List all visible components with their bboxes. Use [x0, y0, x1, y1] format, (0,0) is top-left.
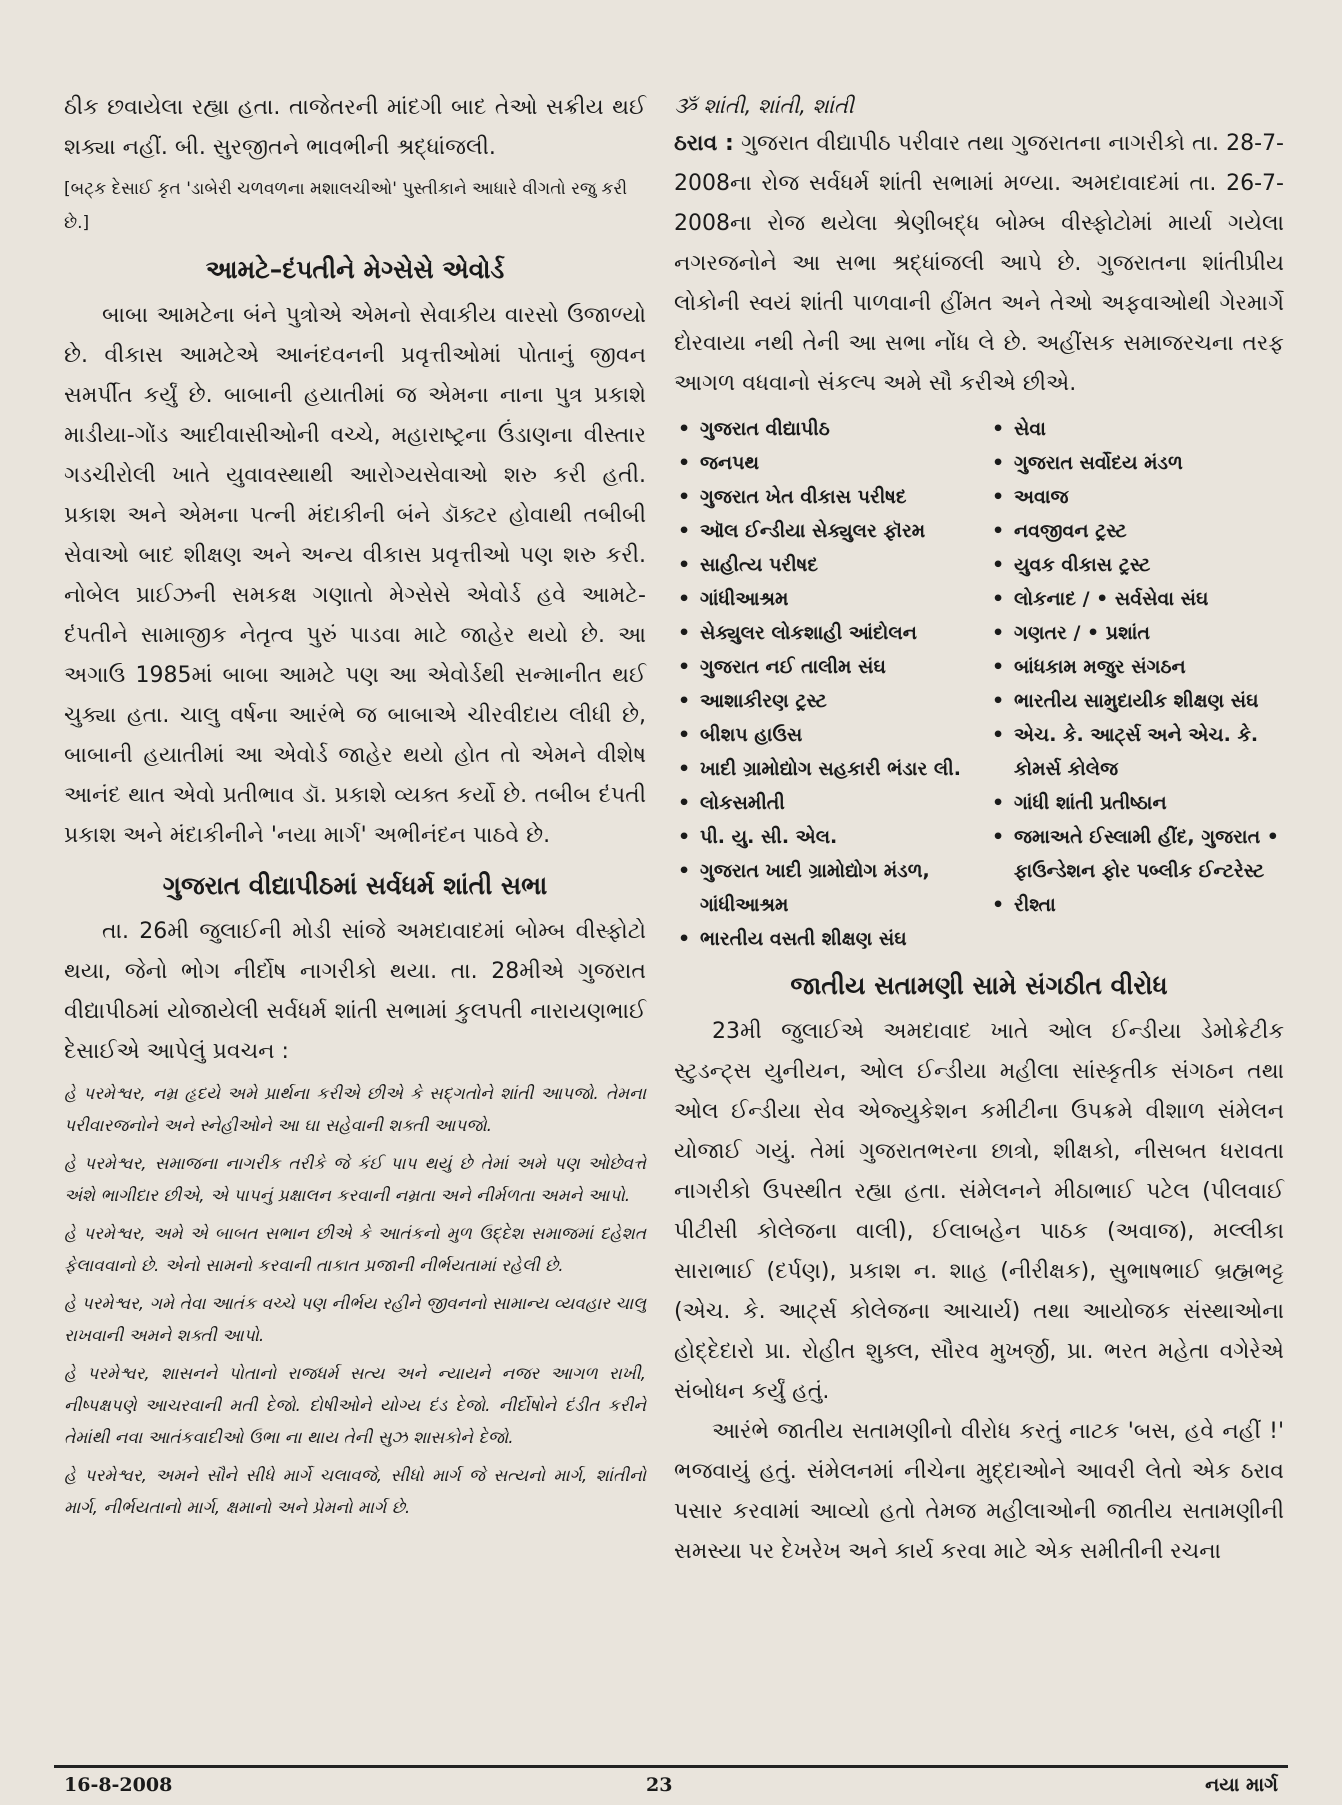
heading-harassment-protest: જાતીય સતામણી સામે સંગઠીત વીરોધ	[790, 971, 1168, 1000]
footer-date: 16-8-2008	[64, 1774, 173, 1796]
source-note: [બટ્ક દેસાઈ કૃત 'ડાબેરી ચળવળના મશાલચીઓ' પુસ્તીકાને આધારે વીગતો રજુ કરી છે.]	[64, 179, 628, 233]
org-item: • ગુજરાત નઈ તાલીમ સંઘ	[674, 650, 988, 684]
prayer-3: હે પરમેશ્વર, અમે એ બાબત સભાન છીએ કે આતંકનો મુળ ઉદ્દેશ સમાજમાં દહેશત ફેલાવવાનો છે. એનો સામનો કરવાની તાકાત પ્રજાની નીર્ભયતામાં રહેલી છે.	[64, 1224, 646, 1276]
resolution-paragraph	[674, 124, 1284, 404]
org-item: • ગાંધી શાંતી પ્રતીષ્ઠાન	[988, 786, 1284, 820]
org-item: • સેવા	[988, 412, 1284, 446]
amte-paragraph: બાબા આમટેના બંને પુત્રોએ એમનો સેવાકીય વારસો ઉજાળ્યો છે. વીકાસ આમટેએ આનંદવનની પ્રવૃત્તીઓમાં પોતાનું જીવન સમર્પીત કર્યું છે. બાબાની હયાતીમાં જ એમના નાના પુત્ર પ્રકાશે માડીયા-ગોંડ આદીવાસીઓની વચ્ચે, મહારાષ્ટ્રના ઉંડાણના વીસ્તાર ગડચીરોલી ખાતે યુવાવસ્થાથી આરોગ્યસેવાઓ શરુ કરી હતી. પ્રકાશ અને એમના પત્ની મંદાકીની બંને ડૉક્ટર હોવાથી તબીબી સેવાઓ બાદ શીક્ષણ અને અન્ય વીકાસ પ્રવૃત્તીઓ પણ શરુ કરી. નોબેલ પ્રાઈઝની સમકક્ષ ગણાતો મેગ્સેસે એવોર્ડ હવે આમટે-દંપતીને સામાજીક નેતૃત્વ પુરું પાડવા માટે જાહેર થયો છે. આ અગાઉ 1985માં બાબા આમટે પણ આ એવોર્ડથી સન્માનીત થઈ ચુક્યા હતા. ચાલુ વર્ષના આરંભે જ બાબાએ ચીરવીદાય લીધી છે, બાબાની હયાતીમાં આ એવોર્ડ જાહેર થયો હોત તો એમને વીશેષ આનંદ થાત એવો પ્રતીભાવ ડૉ. પ્રકાશે વ્યક્ત કર્યો છે. તબીબ દંપતી પ્રકાશ અને મંદાકીનીને 'નયા માર્ગ' અભીનંદન પાઠવે છે.	[64, 303, 646, 848]
org-item: • ભારતીય વસતી શીક્ષણ સંઘ	[674, 922, 988, 956]
org-item: • બીશપ હાઉસ	[674, 718, 988, 752]
play-paragraph: આરંભે જાતીય સતામણીનો વીરોધ કરતું નાટક 'બસ, હવે નહીં !' ભજવાયું હતું. સંમેલનમાં નીચેના મુદ્દાઓને આવરી લેતો એક ઠરાવ પસાર કરવામાં આવ્યો હતો તેમજ મહીલાઓની જાતીય સતામણીની સમસ્યા પર દેખરેખ અને કાર્ય કરવા માટે એક સમીતીની રચના	[674, 1419, 1284, 1564]
convention-paragraph: 23મી જુલાઈએ અમદાવાદ ખાતે ઓલ ઈન્ડીયા ડેમોક્રેટીક સ્ટુડન્ટ્સ યુનીયન, ઓલ ઈન્ડીયા મહીલા સાંસ્કૃતીક સંગઠન તથા ઓલ ઈન્ડીયા સેવ એજ્યુકેશન કમીટીના ઉપક્રમે વીશાળ સંમેલન યોજાઈ ગયું. તેમાં ગુજરાતભરના છાત્રો, શીક્ષકો, નીસબત ધરાવતા નાગરીકો ઉપસ્થીત રહ્યા હતા. સંમેલનને મીઠાભાઈ પટેલ (પીલવાઈ પીટીસી કોલેજના વાલી), ઈલાબહેન પાઠક (અવાજ), મલ્લીકા સારાભાઈ (દર્પણ), પ્રકાશ ન. શાહ (નીરીક્ષક), સુભાષભાઈ બ્રહ્મભટ્ટ (એચ. કે. આર્ટ્સ કોલેજના આચાર્ય) તથા આયોજક સંસ્થાઓના હોદ્દેદારો પ્રા. રોહીત શુક્લ, સૌરવ મુખર્જી, પ્રા. ભરત મહેતા વગેરેએ સંબોધન કર્યું હતું.	[674, 1019, 1284, 1404]
org-item: • ગુજરાત ખેત વીકાસ પરીષદ	[674, 480, 988, 514]
org-item: • ભારતીય સામુદાયીક શીક્ષણ સંઘ	[988, 684, 1284, 718]
footer-divider	[54, 1765, 1288, 1768]
org-item: • જમાઅતે ઈસ્લામી હીંદ, ગુજરાત • ફાઉન્ડેશન ફોર પબ્લીક ઈન્ટરેસ્ટ	[988, 820, 1284, 888]
org-item: • ગણતર / • પ્રશાંત	[988, 616, 1284, 650]
page-number: 23	[646, 1774, 673, 1796]
org-item: • નવજીવન ટ્રસ્ટ	[988, 514, 1284, 548]
org-item: • સાહીત્ય પરીષદ	[674, 548, 988, 582]
org-item: • યુવક વીકાસ ટ્રસ્ટ	[988, 548, 1284, 582]
resolution-lead: ઠરાવ :	[674, 131, 734, 156]
prayer-4: હે પરમેશ્વર, ગમે તેવા આતંક વચ્ચે પણ નીર્ભય રહીને જીવનનો સામાન્ય વ્યવહાર ચાલુ રાખવાની અમને શક્તી આપો.	[64, 1294, 646, 1346]
org-item: • એચ. કે. આર્ટ્સ અને એચ. કે. કોમર્સ કોલેજ	[988, 718, 1284, 786]
org-item: • અવાજ	[988, 480, 1284, 514]
intro-paragraph: ઠીક છવાયેલા રહ્યા હતા. તાજેતરની માંદગી બાદ તેઓ સક્રીય થઈ શક્યા નહીં. બી. સુરજીતને ભાવભીની શ્રદ્ધાંજલી.	[64, 95, 646, 160]
prayer-1: હે પરમેશ્વર, નમ્ર હૃદયે અમે પ્રાર્થના કરીએ છીએ કે સદ્ગતોને શાંતી આપજો. તેમના પરીવારજનોને અને સ્નેહીઓને આ ઘા સહેવાની શક્તી આપજો.	[64, 1084, 646, 1136]
org-item: • સેક્યુલર લોકશાહી આંદોલન	[674, 616, 988, 650]
org-item: • ગુજરાત સર્વોદય મંડળ	[988, 446, 1284, 480]
org-item: • જનપથ	[674, 446, 988, 480]
org-item: • ગુજરાત વીદ્યાપીઠ	[674, 412, 988, 446]
right-column	[674, 88, 1284, 1572]
org-item: • ગુજરાત ખાદી ગ્રામોદ્યોગ મંડળ, ગાંધીઆશ્રમ	[674, 854, 988, 922]
shanti-line: ૐ શાંતી, શાંતી, શાંતી	[674, 94, 854, 118]
peace-meeting-paragraph: તા. 26મી જુલાઈની મોડી સાંજે અમદાવાદમાં બોમ્બ વીસ્ફોટો થયા, જેનો ભોગ નીર્દોષ નાગરીકો થયા. તા. 28મીએ ગુજરાત વીદ્યાપીઠમાં યોજાયેલી સર્વધર્મ શાંતી સભામાં કુલપતી નારાયણભાઈ દેસાઈએ આપેલું પ્રવચન :	[64, 919, 646, 1064]
organizations-left	[674, 412, 988, 956]
org-item: • ઑલ ઈન્ડીયા સેક્યુલર ફૉરમ	[674, 514, 988, 548]
prayer-2: હે પરમેશ્વર, સમાજના નાગરીક તરીકે જે કંઈ પાપ થયું છે તેમાં અમે પણ ઓછેવત્તે અંશે ભાગીદાર છીએ, એ પાપનું પ્રક્ષાલન કરવાની નમ્રતા અને નીર્મળતા અમને આપો.	[64, 1154, 646, 1206]
org-item: • લોકસમીતી	[674, 786, 988, 820]
org-item: • રીશ્તા	[988, 888, 1284, 922]
magazine-name: નયા માર્ગ	[1205, 1774, 1278, 1796]
heading-magsaysay-award: આમટે–દંપતીને મેગ્સેસે એવોર્ડ	[205, 255, 505, 284]
heading-peace-meeting: ગુજરાત વીદ્યાપીઠમાં સર્વધર્મ શાંતી સભા	[162, 871, 548, 900]
org-item: • ખાદી ગ્રામોદ્યોગ સહકારી ભંડાર લી.	[674, 752, 988, 786]
prayer-6: હે પરમેશ્વર, અમને સૌને સીધે માર્ગે ચલાવજે, સીધો માર્ગ જે સત્યનો માર્ગ, શાંતીનો માર્ગ, નીર્ભયતાનો માર્ગ, ક્ષમાનો અને પ્રેમનો માર્ગ છે.	[64, 1466, 646, 1518]
prayer-5: હે પરમેશ્વર, શાસનને પોતાનો રાજધર્મ સત્ય અને ન્યાયને નજર આગળ રાખી, નીષ્પક્ષપણે આચરવાની મતી દેજો. દોષીઓને યોગ્ય દંડ દેજો. નીર્દોષોને દંડીત કરીને તેમાંથી નવા આતંકવાદીઓ ઉભા ના થાય તેની સુઝ શાસકોને દેજો.	[64, 1364, 646, 1448]
resolution-text: ગુજરાત વીદ્યાપીઠ પરીવાર તથા ગુજરાતના નાગરીકો તા. 28-7-2008ના રોજ સર્વધર્મ શાંતી સભામાં મળ્યા. અમદાવાદમાં તા. 26-7-2008ના રોજ થયેલા શ્રેણીબદ્ધ બોમ્બ વીસ્ફોટોમાં માર્યા ગયેલા નગરજનોને આ સભા શ્રદ્ધાંજલી આપે છે. ગુજરાતના શાંતીપ્રીય લોકોની સ્વયં શાંતી પાળવાની હીંમત અને તેઓ અફવાઓથી ગેરમાર્ગે દોરવાયા નથી તેની આ સભા નોંધ લે છે. અહીંસક સમાજરચના તરફ આગળ વધવાનો સંકલ્પ અમે સૌ કરીએ છીએ.	[674, 131, 1284, 396]
organizations-list	[674, 412, 1284, 956]
org-item: • ગાંધીઆશ્રમ	[674, 582, 988, 616]
org-item: • લોકનાદ / • સર્વસેવા સંઘ	[988, 582, 1284, 616]
org-item: • પી. યુ. સી. એલ.	[674, 820, 988, 854]
organizations-right	[988, 412, 1284, 956]
org-item: • આશાકીરણ ટ્રસ્ટ	[674, 684, 988, 718]
org-item: • બાંધકામ મજુર સંગઠન	[988, 650, 1284, 684]
left-column	[64, 88, 646, 1524]
